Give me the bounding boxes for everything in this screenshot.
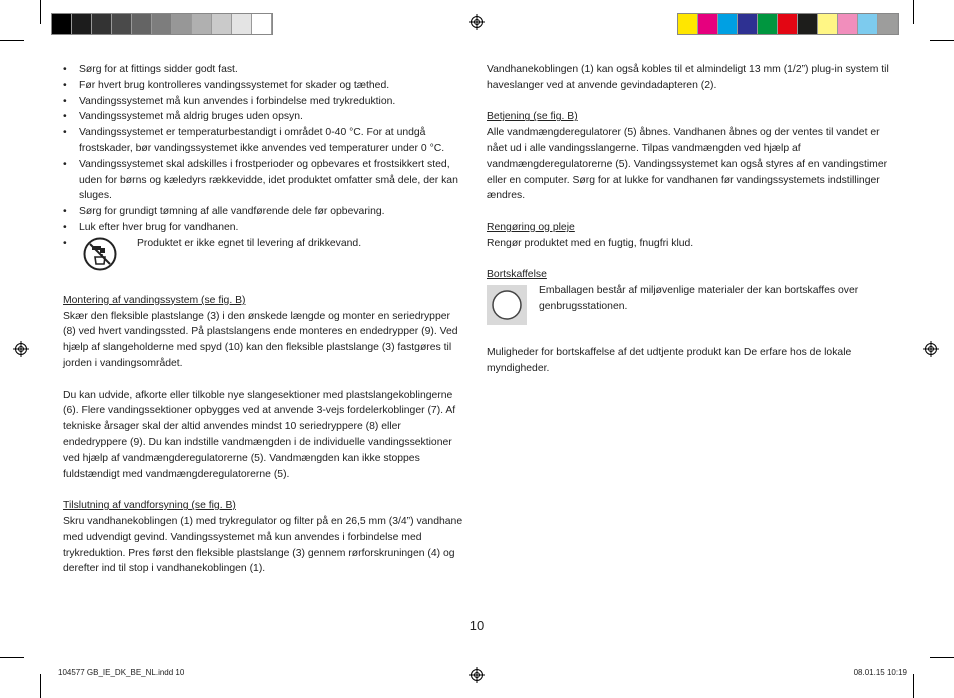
color-swatch xyxy=(798,14,818,34)
crop-mark xyxy=(40,674,41,698)
color-swatch xyxy=(858,14,878,34)
bullet-item-drink-warning xyxy=(63,236,463,271)
color-swatch xyxy=(718,14,738,34)
color-swatch xyxy=(678,14,698,34)
paragraph: Emballagen består af miljøvenlige materialer der kan bortskaffes over genbrugsstationen. xyxy=(539,285,859,312)
registration-mark-icon xyxy=(923,341,939,357)
crop-mark xyxy=(913,0,914,24)
color-swatch xyxy=(878,14,898,34)
registration-mark-icon xyxy=(469,667,485,683)
color-swatch xyxy=(132,14,152,34)
bullet-item: • Sørg for at fittings sidder godt fast. xyxy=(63,62,463,78)
crop-mark xyxy=(913,674,914,698)
bullet-item: • Vandingssystemet er temperaturbestandigt i området 0-40 °C. For at undgå frostskader, bør vandingssystemet ikke anvendes ved temperaturer under 0 °C. xyxy=(63,125,463,157)
file-name-slug: 104577 GB_IE_DK_BE_NL.indd 10 xyxy=(58,668,185,677)
color-swatch xyxy=(818,14,838,34)
crop-mark xyxy=(930,657,954,658)
section-heading: Montering af vandingssystem (se fig. B) xyxy=(63,294,246,306)
bullet-item: • Sørg for grundigt tømning af alle vandførende dele før opbevaring. xyxy=(63,204,463,220)
color-swatch xyxy=(152,14,172,34)
bullet-item: • Luk efter hver brug for vandhanen. xyxy=(63,220,463,236)
color-swatch xyxy=(738,14,758,34)
color-swatch xyxy=(192,14,212,34)
color-swatch xyxy=(838,14,858,34)
paragraph: Muligheder for bortskaffelse af det udtjente produkt kan De erfare hos de lokale myndigheder. xyxy=(487,347,852,374)
bullet-item: • Før hvert brug kontrolleres vandingssystemet for skader og tæthed. xyxy=(63,78,463,94)
registration-mark-icon xyxy=(469,14,485,30)
crop-mark xyxy=(930,40,954,41)
color-swatch xyxy=(212,14,232,34)
drink-warning-text: • Produktet er ikke egnet til levering af drikkevand. xyxy=(137,237,362,249)
safety-bullet-list xyxy=(63,62,463,271)
color-swatch xyxy=(252,14,272,34)
color-swatch xyxy=(52,14,72,34)
registration-mark-icon xyxy=(13,341,29,357)
color-swatch xyxy=(172,14,192,34)
crop-mark xyxy=(40,0,41,24)
color-swatch xyxy=(232,14,252,34)
no-drinking-water-icon xyxy=(83,237,117,271)
color-swatch xyxy=(112,14,132,34)
paragraph: Rengør produktet med en fugtig, fnugfri klud. xyxy=(487,237,694,249)
color-swatch xyxy=(92,14,112,34)
paragraph: Du kan udvide, afkorte eller tilkoble nye slangesektioner med plastslangekoblingerne (6). Flere vandingssektioner opbygges ved at anvende 3-vejs fordelerkoblinger (7). Af tekniske årsager skal der altid anvendes mindst 10 seriedryppere (8) eller endedryppere (9). Du kan indstille vandmængden i de individuelle vandingssektioner ved hjælp af vandmængderegulatorerne (5). Vandmængden kan ikke stoppes fuldstændigt med vandmængderegulatorerne (5). xyxy=(63,389,456,480)
page-number: 10 xyxy=(469,618,485,633)
section-heading: Betjening (se fig. B) xyxy=(487,111,578,123)
grayscale-color-bar xyxy=(51,13,273,35)
paragraph: Skær den fleksible plastslange (3) i den ønskede længde og monter en seriedrypper (8) ved hvert vandingssted. På plastslangens ende monteres en endedrypper (9). Ved hjælp af slangeholderne med spyd (10) kan den fleksible plastslange (3) fastgøres til jorden i vandingsområdet. xyxy=(63,310,458,369)
color-swatch xyxy=(778,14,798,34)
crop-mark xyxy=(0,657,24,658)
timestamp-slug: 08.01.15 10:19 xyxy=(853,668,907,677)
color-swatch xyxy=(72,14,92,34)
section-heading: Rengøring og pleje xyxy=(487,221,575,233)
paragraph: Alle vandmængderegulatorer (5) åbnes. Vandhanen åbnes og der ventes til vandet er nået ud i alle vandingsslangerne. Tilpas vandmængden ved hjælp af vandmængderegulatorerne (5). Vandingssystemet kan også styres af en vandingstimer eller en computer. Sørg for at lukke for vandhanen før vandingssystemets indstillinger ændres. xyxy=(487,127,888,202)
bullet-item: • Vandingssystemet skal adskilles i frostperioder og opbevares et frostsikkert sted, uden for børns og kæledyrs rækkevidde, idet produktet omfatter små dele, der kan sluges. xyxy=(63,157,463,204)
left-column xyxy=(63,62,463,577)
section-heading: Tilslutning af vandforsyning (se fig. B) xyxy=(63,500,236,512)
right-column xyxy=(487,62,892,377)
disposal-row xyxy=(487,283,892,325)
green-dot-recycling-icon xyxy=(487,285,527,325)
paragraph: Vandhanekoblingen (1) kan også kobles til et almindeligt 13 mm (1/2”) plug-in system til haveslanger ved at anvende gevindadapteren (2). xyxy=(487,64,889,91)
color-swatch xyxy=(758,14,778,34)
crop-mark xyxy=(0,40,24,41)
process-color-bar xyxy=(677,13,899,35)
bullet-item: • Vandingssystemet må aldrig bruges uden opsyn. xyxy=(63,109,463,125)
paragraph: Skru vandhanekoblingen (1) med trykregulator og filter på en 26,5 mm (3/4”) vandhane med udvendigt gevind. Vandingssystemet må kun anvendes i forbindelse med trykreduktion. Pres først den fleksible plastslange (3) gennem rørforskruningen (4) og derefter ind til stop i vandhanekoblingen (1). xyxy=(63,515,463,575)
section-heading: Bortskaffelse xyxy=(487,269,547,281)
color-swatch xyxy=(698,14,718,34)
bullet-item: • Vandingssystemet må kun anvendes i forbindelse med trykreduktion. xyxy=(63,94,463,110)
